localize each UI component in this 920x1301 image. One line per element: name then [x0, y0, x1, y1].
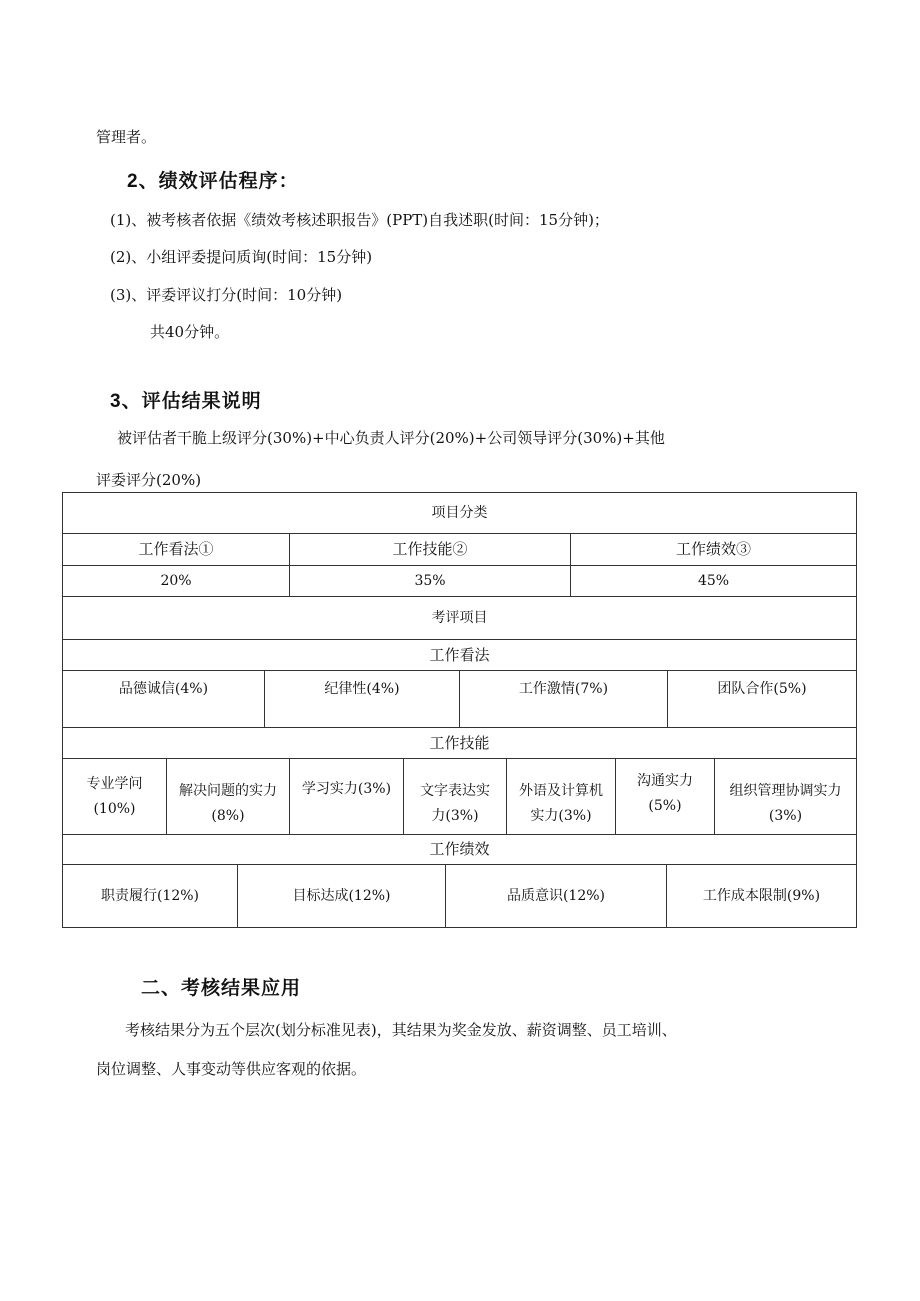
- performance-items-row: [63, 864, 856, 927]
- section-2-title: 、绩效评估程序：: [138, 170, 299, 192]
- category-weight-row: [63, 565, 856, 596]
- section-3-number: 3: [110, 391, 122, 412]
- category-name: 工作技能②: [289, 534, 570, 565]
- section-two-title: 二、考核结果应用: [141, 977, 302, 999]
- skill-item: [506, 759, 615, 834]
- performance-item: 职责履行(12%): [100, 887, 200, 904]
- skill-item-line: 组织管理协调实力: [729, 783, 842, 799]
- category-header: 项目分类: [431, 504, 488, 521]
- skill-item-line: (10%): [93, 800, 136, 817]
- skills-items-row: [63, 758, 856, 834]
- skill-item-line: 解决问题的实力: [179, 783, 277, 799]
- attitude-item: 品德诚信(4%): [118, 681, 209, 697]
- section-3-heading: [110, 390, 262, 414]
- procedure-total: 共40分钟。: [150, 323, 230, 341]
- application-para-line-2: 岗位调整、人事变动等供应客观的依据。: [96, 1060, 367, 1078]
- category-name: 工作绩效③: [570, 534, 856, 565]
- skill-item: [63, 759, 166, 834]
- application-para-line-1: 考核结果分为五个层次(划分标准见表)，其结果为奖金发放、薪资调整、员工培训、: [125, 1021, 677, 1039]
- section-3-title: 、评估结果说明: [121, 390, 262, 412]
- performance-item: 目标达成(12%): [237, 865, 445, 927]
- procedure-step-3: (3)、评委评议打分(时间：10分钟): [110, 286, 343, 304]
- section-2-number: 2: [127, 171, 139, 192]
- skill-item: [615, 759, 714, 834]
- procedure-step-1: (1)、被考核者依据《绩效考核述职报告》(PPT)自我述职(时间：15分钟)；: [110, 211, 609, 229]
- performance-item: 品质意识(12%): [445, 865, 666, 927]
- items-header-row: [63, 596, 856, 639]
- skills-header: 工作技能: [429, 733, 490, 752]
- category-header-row: [63, 493, 856, 533]
- attitude-item: 工作激情(7%): [459, 671, 667, 727]
- performance-header-row: [63, 834, 856, 864]
- evaluation-table: [62, 492, 857, 928]
- items-header: 考评项目: [431, 609, 488, 626]
- skill-item: [403, 759, 506, 834]
- skill-item-line: 外语及计算机: [519, 783, 603, 799]
- attitude-header: 工作看法: [429, 645, 490, 664]
- attitude-item: 纪律性(4%): [264, 671, 459, 727]
- attitude-header-row: [63, 639, 856, 670]
- skill-item-line: (3%): [768, 807, 803, 824]
- category-weight: 20%: [160, 572, 192, 589]
- skill-item-line: 文字表达实: [420, 783, 490, 799]
- skill-item-line: (8%): [211, 807, 245, 824]
- skill-item-line: (5%): [648, 797, 682, 814]
- category-weight: 35%: [289, 566, 570, 596]
- attitude-items-row: [63, 670, 856, 727]
- category-weight: 45%: [570, 566, 856, 596]
- result-desc-line-2: 评委评分(20%): [96, 471, 202, 489]
- procedure-step-2: (2)、小组评委提问质询(时间：15分钟): [110, 248, 373, 266]
- skill-item-line: 专业学问: [86, 776, 143, 792]
- performance-item: 工作成本限制(9%): [666, 865, 856, 927]
- attitude-item: 团队合作(5%): [667, 671, 856, 727]
- skill-item-line: 沟通实力: [637, 773, 693, 789]
- skills-header-row: [63, 727, 856, 758]
- skill-item: [166, 759, 289, 834]
- skill-item: [289, 759, 403, 834]
- section-2-heading: [127, 170, 299, 194]
- intro-line: 管理者。: [96, 128, 157, 146]
- skill-item-line: 实力(3%): [530, 807, 592, 824]
- skill-item-line: 学习实力(3%): [301, 781, 392, 798]
- category-name: 工作看法①: [138, 540, 214, 559]
- performance-header: 工作绩效: [429, 840, 490, 859]
- category-name-row: [63, 533, 856, 565]
- result-desc-line-1: 被评估者干脆上级评分(30%)+中心负责人评分(20%)+公司领导评分(30%)+其他: [117, 429, 665, 447]
- skill-item-line: 力(3%): [431, 807, 479, 824]
- skill-item: [714, 759, 856, 834]
